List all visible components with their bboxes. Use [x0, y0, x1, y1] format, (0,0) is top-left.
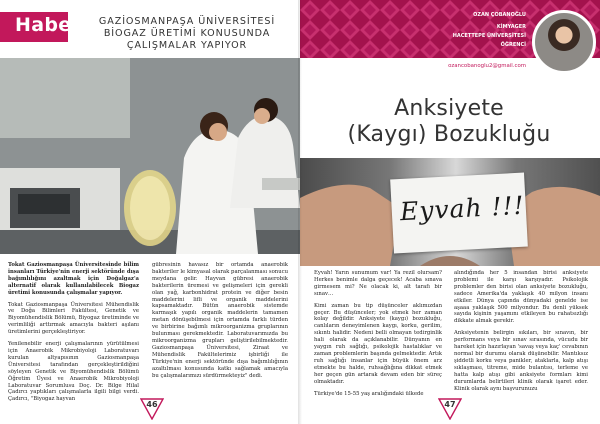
headline-line-3: ÇALIŞMALAR YAPIYOR: [126, 40, 248, 51]
paragraph: Yenilenebilir enerji çalışmalarının yürütülmesi için Anaerobik Mikrobiyoloji Laboratuvarı kurulan altyapısının Gaziosmanpaşa Üniversitesi tarafından gerçekleştirildiğini söyleyen Genetik ve Biyomühendislik Bölümü Öğretim Üyesi ve Anaerobik Mikrobiyoloji Laboratuvar Sorumlusu Doç. Dr. Bilge Hilal Çadırcı yaptıkları çalışmalarla ilgili bilgi verdi. Çadırcı, "Biyogaz hayvan: [8, 341, 139, 403]
article-column-1: [8, 262, 139, 408]
page-number-badge: [438, 398, 462, 420]
paragraph: Türkiye'de 15-55 yaş aralığındaki ülkede: [314, 390, 424, 397]
page-number-badge: [140, 398, 164, 420]
paragraph: gübresinin havasız bir ortamda anaerobik bakteriler le kimyasal olarak parçalanması sonucu meydana gelir. Hayvan gübresi anaerobik bakterilerin üremesi ve gelişmeleri için gerekli olan yağ, karbonhidrat protein ve diğer besin maddelerini lifli ve organik maddelerini kapsamaktadır. Bütün anaerobik sistemde karmaşık yapılı organik maddelerin tamamen metan dönüşebilmesi için ortamda farklı türden ve birbirine bağımlı mikroorganizma gruplarının bulunması gerekmektedir. Laboratuvarımızda bu mikroorganizma grupları geliştirilebilmektedir. Gaziosmanpaşa Üniversitesi, Ziraat ve Mühendislik Fakültelerimiz işbirliği ile Türkiye'nin enerji sektöründe dışa bağımlılığının azaltılması konusunda katkı sağlamak amacıyla bu çalışmalarımızı sürdürmekteyiz" dedi.: [152, 262, 288, 379]
article-column-2: [152, 262, 288, 384]
article-column-1: [314, 270, 442, 402]
author-email[interactable]: ozancobanoglu2@gmail.com: [448, 63, 526, 69]
article-column-2: [454, 270, 588, 397]
paragraph: Anksiyetenin belirgin sıkıları, bir sınavın, bir performans veya bir sınav sırasında, vücudu bir hareket için hazırlayan 'savaş veya kaç' cevabının normal bir durumu olarak düşünebilir. Mantıksız şiddetli korku veya panikler, ataklarla, kalp atışı sıklaşması, titreme, mide bulantısı, terleme ve hatta kalp atışı gibi anksiyete formları kimi durumlarda belirtileri klinik olarak işaret eder. Klinik olarak aynı başvurunuzu: [454, 330, 588, 392]
paragraph: Tokat Gaziosmanpaşa Üniversitesi Mühendislik ve Doğa Bilimleri Fakültesi, Genetik ve Biyomühendislik Bölümü, Biyogaz üretiminde ve verimliliği arttırmak amacıyla bakteri aşılanı üretimlerini gerçekleştiriyor.: [8, 301, 139, 336]
author-avatar: [532, 10, 596, 74]
article-title-line-1: Anksiyete: [394, 96, 504, 121]
page-gutter: [298, 0, 302, 424]
right-page: [300, 0, 600, 424]
lab-photo-illustration: [0, 58, 300, 254]
section-tab: [0, 12, 82, 42]
author-status: ÖĞRENCİ: [500, 42, 526, 48]
section-label: Haber: [15, 14, 82, 36]
article-title-line-2: (Kaygı) Bozukluğu: [347, 122, 551, 147]
headline-line-1: GAZİOSMANPAŞA ÜNİVERSİTESİ: [98, 16, 276, 27]
page-number: 46: [146, 400, 158, 409]
author-school: HACETTEPE ÜNİVERSİTESİ: [452, 33, 526, 39]
paragraph: Kimi zaman bu tip düşünceler aklımızdan geçer. Bu düşünceler; yok etmek her zaman kolay değildir. Anksiyete (kaygı) bozukluğu, canlıların deneyimlenen kaygı, korku, gerilim, sıkıntı halidir. Nedeni belli olmayan tedirginlik hali olarak da açıklanabilir. Dünyanın en yaygın ruh sağlığı, psikolojik hastalıklar ve zaman problemlerin başında gelmektedir. Artık ruh sağlığı insanlar için büyük önem arz etmekte bu halde, ruhsağlığına dikkat etmek her geçen gün artarak devam eden bir süreç olmaktadır.: [314, 302, 442, 385]
author-role: KİMYAGER: [496, 24, 526, 30]
headline-line-2: BİOGAZ ÜRETİMİ KONUSUNDA: [103, 28, 271, 39]
paragraph: alındığında her 5 insandan birisi anksiyete problemi ile karşı karşıyadır. Psikolojik problemler den birisi olan anksiyete bozukluğu, sadece Amerika'da yaklaşık 40 milyon insanı etkiler. Dünya çapında dünyadaki genelde ise aşaaa yaklaşık 500 milyondur. Bu denli yüksek sayıda kişinin yaşamını etkileyen bu rahatsızlığı dikkate almak gerekir.: [454, 270, 588, 325]
page-number: 47: [444, 400, 456, 409]
paper-sign-text: Eyvah !!!: [399, 190, 526, 227]
eyvah-photo: [300, 158, 600, 266]
author-name: OZAN ÇOBANOĞLU: [473, 12, 526, 18]
article-headline: [92, 16, 282, 52]
lab-photo: [0, 58, 300, 254]
paragraph: Tokat Gaziosmanpaşa Üniversitesinde bilim insanları Türkiye'nin enerji sektöründe dışa bağımlılığını azaltmak için Doğalgaz'a alternatif olarak kullanılabilecek Biogaz üretimi konusunda çalışmalar yapıyor.: [8, 262, 139, 296]
paragraph: Eyvah! Yarın sunumum var! Ya rezil olursam? Herkes benimle dalga geçecek! Acaba sınava girmesem mi? Ne olacak ki, alt tarafı bir sınav…: [314, 270, 442, 297]
